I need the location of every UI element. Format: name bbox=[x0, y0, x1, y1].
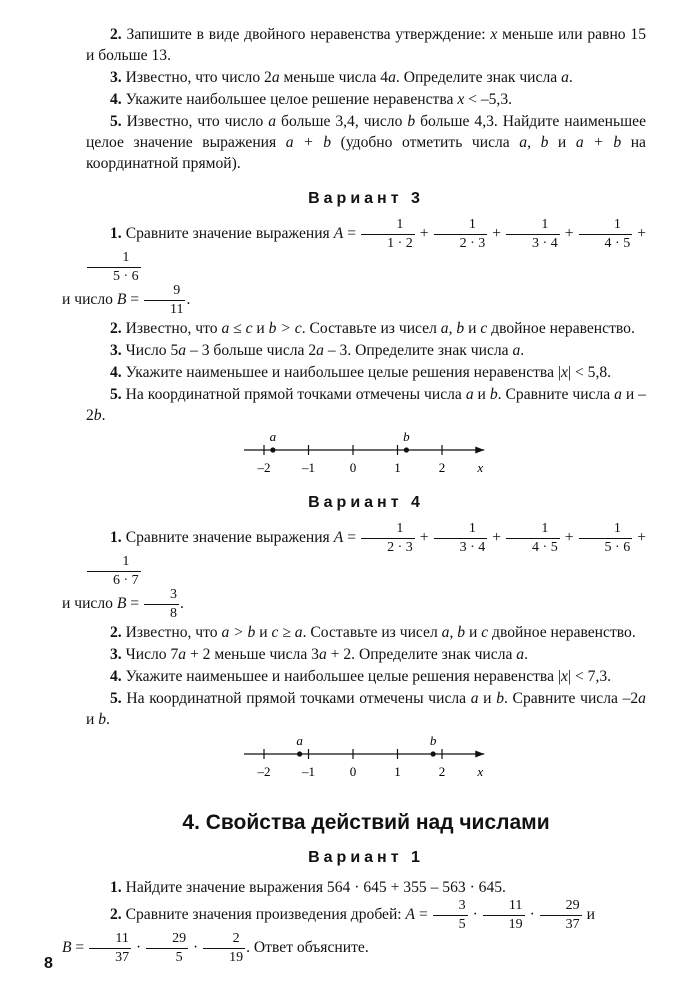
tick-label: –2 bbox=[257, 460, 271, 475]
variant-3-title: Вариант 3 bbox=[308, 190, 424, 207]
fraction: $\frac{1}{1 \cdot 2}$ bbox=[361, 218, 415, 251]
fraction: $\frac{9}{11}$ bbox=[144, 284, 185, 317]
fraction: $\frac{1}{4 \cdot 5}$ bbox=[506, 522, 560, 555]
tick-label: 1 bbox=[394, 460, 401, 475]
point-label-b: b bbox=[429, 734, 437, 748]
page-content bbox=[62, 24, 647, 966]
tick-label: –1 bbox=[302, 764, 315, 779]
section4-variant-1-title: Вариант 1 bbox=[308, 849, 424, 866]
point-label-a: a bbox=[269, 430, 277, 444]
v3-task-2: 2. Известно, что a ≤ c и b > c. Составьте из чисел a, b и c двойное неравенство. bbox=[110, 320, 635, 337]
point-b bbox=[431, 751, 436, 756]
task-2: 2. Запишите в виде двойного неравенства утверждение: x меньше или равно 15 и больше 13. bbox=[86, 26, 646, 64]
tick-label: 1 bbox=[394, 764, 401, 779]
v4-number-line bbox=[86, 734, 646, 782]
fraction: $\frac{1}{5 \cdot 6}$ bbox=[579, 522, 633, 555]
fraction: $\frac{3}{5}$ bbox=[433, 899, 468, 932]
tick-label: –1 bbox=[302, 460, 315, 475]
point-b bbox=[404, 447, 409, 452]
v4-task-2: 2. Известно, что a > b и c ≥ a. Составьте из чисел a, b и c двойное неравенство. bbox=[110, 624, 636, 641]
s4-task-2: 2. Сравните значения произведения дробей: A = $\frac{3}{5}$ · $\frac{11}{19}$ · $\frac{29}{37}$ и B = $\frac{11}{37}$ · $\frac{29}{5}$ · $\frac{2}{19}$ . Ответ объясните. bbox=[62, 898, 595, 965]
fraction: $\frac{1}{2 \cdot 3}$ bbox=[361, 522, 415, 555]
task-5: 5. Известно, что число a больше 3,4, число b больше 4,3. Найдите наименьшее целое значение выражения a + b (удобно отметить числа a, b и a + b на координатной прямой). bbox=[86, 113, 646, 172]
point-label-a: a bbox=[296, 734, 303, 748]
point-label-b: b bbox=[403, 430, 410, 444]
fraction: $\frac{1}{6 \cdot 7}$ bbox=[87, 555, 141, 588]
v3-task-4: 4. Укажите наименьшее и наибольшее целые решения неравенства |x| < 5,8. bbox=[110, 364, 612, 381]
v3-number-line bbox=[86, 430, 646, 478]
s4-task-1: 1. Найдите значение выражения 564 · 645 + 355 – 563 · 645. bbox=[110, 879, 506, 896]
fraction: $\frac{3}{8}$ bbox=[144, 588, 179, 621]
fraction: $\frac{2}{19}$ bbox=[203, 932, 245, 965]
tick-label: –2 bbox=[257, 764, 271, 779]
fraction: $\frac{1}{4 \cdot 5}$ bbox=[579, 218, 633, 251]
fraction: $\frac{1}{3 \cdot 4}$ bbox=[434, 522, 488, 555]
section-title: 4. Свойства действий над числами bbox=[182, 811, 550, 834]
v3-task-5: 5. На координатной прямой точками отмечены числа a и b. Сравните числа a и –2b. bbox=[86, 386, 646, 424]
v3-task-1: 1. Сравните значение выражения A = $\frac{1}{1 \cdot 2}$ + $\frac{1}{2 \cdot 3}$ + $\frac{1}{3 \cdot 4}$ + $\frac{1}{4 \cdot 5}$ + $\frac{1}{5 \cdot 6}$ и число B = $\frac{9}{11}$ . bbox=[62, 217, 647, 317]
fraction: $\frac{1}{2 \cdot 3}$ bbox=[434, 218, 488, 251]
fraction: $\frac{11}{19}$ bbox=[483, 899, 525, 932]
point-a bbox=[270, 447, 275, 452]
variant-4-title: Вариант 4 bbox=[308, 494, 424, 511]
axis-arrow bbox=[475, 751, 484, 758]
fraction: $\frac{11}{37}$ bbox=[89, 932, 131, 965]
tick-label: 2 bbox=[438, 764, 446, 779]
v3-task-3: 3. Число 5a – 3 больше числа 2a – 3. Определите знак числа a. bbox=[110, 342, 525, 359]
fraction: $\frac{1}{3 \cdot 4}$ bbox=[506, 218, 560, 251]
axis-arrow bbox=[475, 447, 484, 454]
tick-label: 0 bbox=[349, 460, 357, 475]
v4-task-4: 4. Укажите наименьшее и наибольшее целые решения неравенства |x| < 7,3. bbox=[110, 668, 612, 685]
task-4: 4. Укажите наибольшее целое решение неравенства x < –5,3. bbox=[110, 91, 513, 108]
task-3: 3. Известно, что число 2a меньше числа 4a. Определите знак числа a. bbox=[110, 69, 573, 86]
page-number: 8 bbox=[44, 955, 53, 972]
fraction: $\frac{29}{37}$ bbox=[540, 899, 582, 932]
v4-task-1: 1. Сравните значение выражения A = $\frac{1}{2 \cdot 3}$ + $\frac{1}{3 \cdot 4}$ + $\frac{1}{4 \cdot 5}$ + $\frac{1}{5 \cdot 6}$ + $\frac{1}{6 \cdot 7}$ и число B = $\frac{3}{8}$ . bbox=[62, 521, 647, 621]
v4-task-5: 5. На координатной прямой точками отмечены числа a и b. Сравните числа –2a и b. bbox=[86, 690, 646, 728]
fraction: $\frac{1}{5 \cdot 6}$ bbox=[87, 251, 141, 284]
tick-label: 0 bbox=[349, 764, 357, 779]
axis-label: x bbox=[477, 460, 484, 475]
axis-label: x bbox=[477, 764, 484, 779]
v4-task-3: 3. Число 7a + 2 меньше числа 3a + 2. Определите знак числа a. bbox=[110, 646, 528, 663]
fraction: $\frac{29}{5}$ bbox=[146, 932, 188, 965]
point-a bbox=[297, 751, 302, 756]
tick-label: 2 bbox=[438, 460, 446, 475]
